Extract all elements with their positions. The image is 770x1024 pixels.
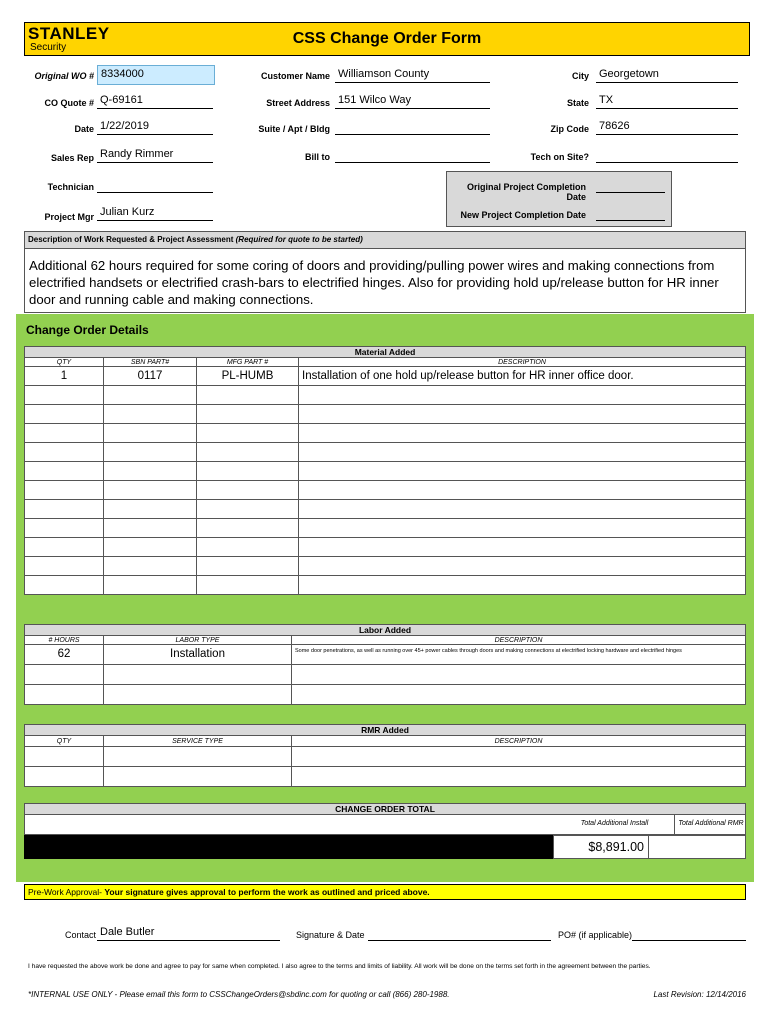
labor-col-type: LABOR TYPE — [104, 636, 292, 645]
labor-table — [24, 635, 746, 705]
revision-note: Last Revision: 12/14/2016 — [653, 990, 746, 999]
labor-cell[interactable] — [25, 685, 104, 705]
material-cell[interactable] — [25, 405, 104, 424]
rmr-row — [25, 767, 746, 787]
material-cell[interactable] — [299, 424, 746, 443]
labor-col-desc: DESCRIPTION — [292, 636, 746, 645]
material-cell[interactable] — [197, 576, 299, 595]
original-wo-field[interactable]: 8334000 — [97, 65, 215, 85]
material-cell[interactable]: PL-HUMB — [197, 367, 299, 386]
material-cell[interactable] — [25, 462, 104, 481]
suite-field[interactable] — [335, 120, 490, 135]
city-label: City — [571, 71, 589, 81]
rmr-col-qty: QTY — [25, 736, 104, 747]
rmr-cell[interactable] — [25, 767, 104, 787]
date-label: Date — [74, 124, 94, 134]
material-cell[interactable] — [299, 576, 746, 595]
description-header — [24, 231, 746, 249]
material-cell[interactable] — [104, 500, 197, 519]
labor-row — [25, 665, 746, 685]
change-order-title: Change Order Details — [26, 323, 149, 337]
city-field[interactable]: Georgetown — [596, 68, 738, 83]
material-cell[interactable] — [197, 500, 299, 519]
suite-label: Suite / Apt / Bldg — [258, 124, 330, 134]
zip-field[interactable]: 78626 — [596, 120, 738, 135]
material-cell[interactable] — [299, 557, 746, 576]
material-cell[interactable] — [25, 424, 104, 443]
material-col-desc: DESCRIPTION — [299, 358, 746, 367]
material-col-qty: QTY — [25, 358, 104, 367]
material-col-sbn: SBN PART# — [104, 358, 197, 367]
total-black-bar — [24, 835, 553, 859]
material-cell[interactable] — [104, 386, 197, 405]
customer-name-field[interactable]: Williamson County — [335, 68, 490, 83]
material-cell[interactable] — [25, 443, 104, 462]
approval-bar — [24, 884, 746, 900]
labor-row — [25, 685, 746, 705]
internal-note: *INTERNAL USE ONLY - Please email this form to CSSChangeOrders@sbdinc.com for quoting or call (866) 280-1988. — [28, 990, 450, 999]
approval-text: Your signature gives approval to perform the work as outlined and priced above. — [104, 887, 430, 897]
description-note: (Required for quote to be started) — [235, 235, 363, 244]
material-header: Material Added — [24, 346, 746, 358]
rmr-row — [25, 747, 746, 767]
technician-field[interactable] — [97, 178, 213, 193]
material-cell[interactable] — [197, 424, 299, 443]
material-cell[interactable] — [25, 386, 104, 405]
material-row — [25, 405, 746, 424]
material-cell[interactable] — [104, 576, 197, 595]
description-label: Description of Work Requested & Project Assessment — [28, 235, 234, 244]
labor-cell[interactable] — [292, 665, 746, 685]
material-cell[interactable] — [25, 500, 104, 519]
material-cell[interactable] — [197, 386, 299, 405]
labor-cell[interactable] — [25, 665, 104, 685]
material-cell[interactable] — [299, 386, 746, 405]
technician-label: Technician — [47, 182, 94, 192]
material-row — [25, 424, 746, 443]
original-wo-label: Original WO # — [34, 71, 94, 81]
bill-to-field[interactable] — [335, 148, 490, 163]
material-cell[interactable] — [299, 519, 746, 538]
material-cell[interactable] — [197, 443, 299, 462]
labor-cell[interactable] — [104, 665, 292, 685]
state-field[interactable]: TX — [596, 94, 738, 109]
brand-sub: Security — [30, 42, 67, 53]
material-cell[interactable] — [104, 443, 197, 462]
rmr-cell[interactable] — [104, 767, 292, 787]
total-rmr-value — [649, 835, 746, 859]
street-field[interactable]: 151 Wilco Way — [335, 94, 490, 109]
po-label: PO# (if applicable) — [558, 930, 633, 940]
rmr-cell[interactable] — [25, 747, 104, 767]
brand-name: STANLEY — [28, 24, 110, 43]
date-field[interactable]: 1/22/2019 — [97, 120, 213, 135]
material-cell[interactable]: 0117 — [104, 367, 197, 386]
material-cell[interactable] — [104, 424, 197, 443]
material-cell[interactable] — [25, 557, 104, 576]
new-completion-field[interactable] — [596, 206, 665, 221]
co-quote-label: CO Quote # — [44, 98, 94, 108]
material-cell[interactable] — [299, 500, 746, 519]
tech-on-site-field[interactable] — [596, 148, 738, 163]
material-cell[interactable] — [197, 405, 299, 424]
labor-cell[interactable]: Installation — [104, 645, 292, 665]
rmr-col-type: SERVICE TYPE — [104, 736, 292, 747]
rmr-table — [24, 735, 746, 787]
rmr-cell[interactable] — [292, 767, 746, 787]
material-row — [25, 538, 746, 557]
material-cell[interactable] — [25, 576, 104, 595]
material-cell[interactable]: 1 — [25, 367, 104, 386]
labor-cell[interactable]: 62 — [25, 645, 104, 665]
material-row — [25, 443, 746, 462]
material-col-mfg: MFG PART # — [197, 358, 299, 367]
street-label: Street Address — [266, 98, 330, 108]
rmr-col-desc: DESCRIPTION — [292, 736, 746, 747]
sales-rep-field[interactable]: Randy Rimmer — [97, 148, 213, 163]
description-text[interactable]: Additional 62 hours required for some coring of doors and providing/pulling power wires and making connections from electrified handsets or electrified crash-bars to electrified hinges. Also for providing hold up/release button for HR inner door and running cable and making connections. — [24, 249, 746, 313]
material-row — [25, 367, 746, 386]
rmr-header: RMR Added — [24, 724, 746, 736]
state-label: State — [566, 98, 589, 108]
material-cell[interactable] — [104, 538, 197, 557]
material-table — [24, 357, 746, 595]
material-cell[interactable] — [299, 538, 746, 557]
material-cell[interactable] — [299, 462, 746, 481]
material-row — [25, 519, 746, 538]
material-row — [25, 557, 746, 576]
zip-label: Zip Code — [550, 124, 589, 134]
total-install-label: Total Additional Install — [580, 820, 649, 827]
material-cell[interactable] — [299, 443, 746, 462]
material-cell[interactable] — [197, 538, 299, 557]
contact-label: Contact — [64, 930, 96, 940]
labor-header: Labor Added — [24, 624, 746, 636]
approval-prefix: Pre-Work Approval- — [28, 887, 103, 897]
material-cell[interactable] — [299, 405, 746, 424]
material-cell[interactable]: Installation of one hold up/release button for HR inner office door. — [299, 367, 746, 386]
material-cell[interactable] — [197, 519, 299, 538]
total-labels-row — [24, 815, 746, 835]
total-header: CHANGE ORDER TOTAL — [24, 803, 746, 815]
material-cell[interactable] — [299, 481, 746, 500]
labor-cell[interactable] — [292, 685, 746, 705]
rmr-cell[interactable] — [292, 747, 746, 767]
co-quote-field[interactable]: Q-69161 — [97, 94, 213, 109]
sales-rep-label: Sales Rep — [50, 153, 94, 163]
project-mgr-field[interactable]: Julian Kurz — [97, 206, 213, 221]
labor-cell[interactable] — [104, 685, 292, 705]
material-cell[interactable] — [25, 519, 104, 538]
orig-completion-label: Original Project Completion Date — [466, 182, 586, 202]
material-row — [25, 576, 746, 595]
total-rmr-label: Total Additional RMR — [678, 820, 744, 827]
new-completion-label: New Project Completion Date — [460, 210, 586, 220]
material-cell[interactable] — [104, 481, 197, 500]
material-cell[interactable] — [197, 462, 299, 481]
material-row — [25, 481, 746, 500]
material-cell[interactable] — [197, 481, 299, 500]
page-title: CSS Change Order Form — [292, 30, 482, 47]
material-cell[interactable] — [104, 462, 197, 481]
material-cell[interactable] — [104, 557, 197, 576]
labor-row — [25, 645, 746, 665]
material-row — [25, 462, 746, 481]
material-cell[interactable] — [104, 519, 197, 538]
rmr-cell[interactable] — [104, 747, 292, 767]
signature-label: Signature & Date — [296, 930, 365, 940]
labor-cell[interactable]: Some door penetrations, as well as running over 45+ power cables through doors and making connections at electrified locking hardware and electrified hinges — [292, 645, 746, 665]
material-cell[interactable] — [197, 557, 299, 576]
signature-field[interactable] — [368, 926, 551, 941]
material-cell[interactable] — [25, 481, 104, 500]
bill-to-label: Bill to — [305, 152, 330, 162]
orig-completion-field[interactable] — [596, 178, 665, 193]
material-cell[interactable] — [25, 538, 104, 557]
po-field[interactable] — [632, 926, 746, 941]
material-cell[interactable] — [104, 405, 197, 424]
tech-on-site-label: Tech on Site? — [530, 152, 589, 162]
contact-field[interactable]: Dale Butler — [97, 926, 280, 941]
customer-name-label: Customer Name — [260, 71, 330, 81]
disclaimer-text: I have requested the above work be done and agree to pay for same when completed. I also agree to the terms and limits of liability. All work will be done on the terms set forth in the agreement between the parties. — [28, 963, 651, 970]
material-row — [25, 500, 746, 519]
material-row — [25, 386, 746, 405]
labor-col-hours: # HOURS — [25, 636, 104, 645]
total-install-value: $8,891.00 — [553, 835, 649, 859]
project-mgr-label: Project Mgr — [44, 212, 94, 222]
